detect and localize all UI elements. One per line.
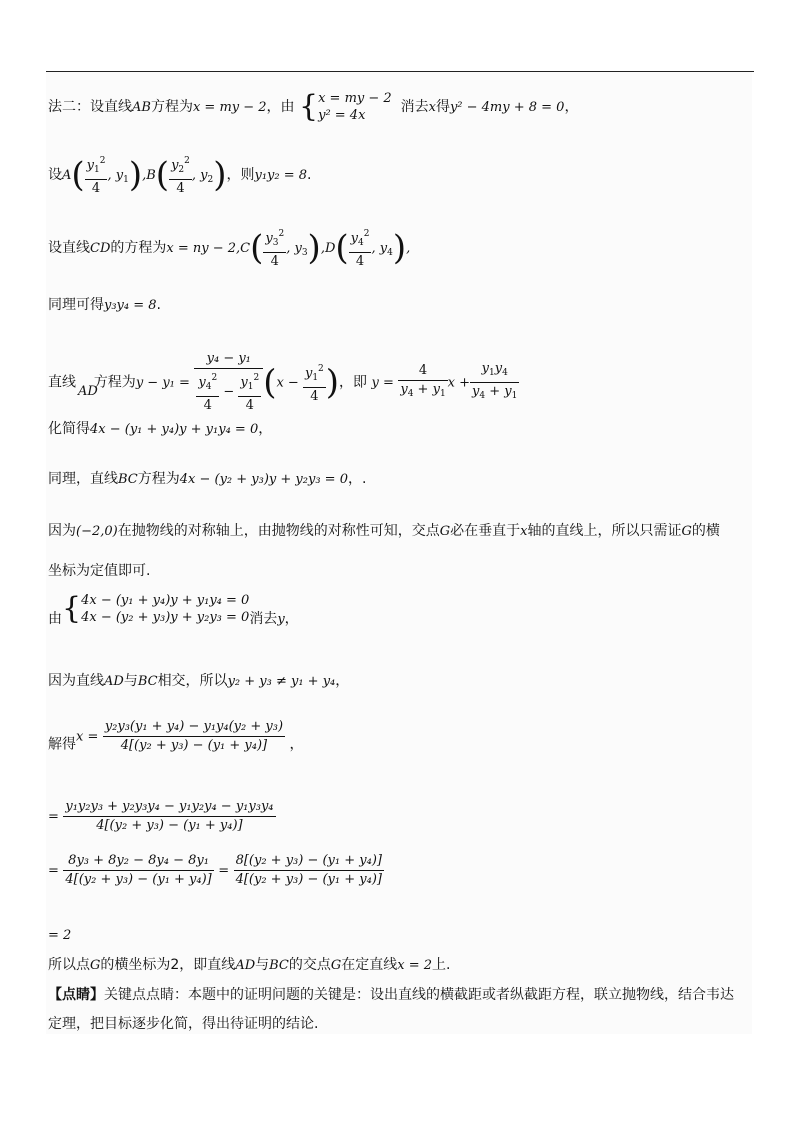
text: 设 [48, 167, 62, 183]
text: ， [289, 736, 304, 753]
equals: = [218, 863, 230, 879]
text: ， [284, 611, 299, 627]
top-rule [46, 71, 754, 72]
fraction-expand: $\frac{\text{y₁y₂y₃ + y₂y₃y₄ − y₁y₂y₄ − y₁y₃y₄}}{\text{4[(y₂ + y₃) − (y₁ + y₄)]}}$ [65, 799, 274, 833]
text: 所以点 [48, 957, 90, 973]
text: . [156, 297, 161, 313]
text: 在抛物线的对称轴上，由抛物线的对称性可知，交点 [117, 523, 440, 539]
line-bc [48, 470, 366, 489]
text: 上. [432, 957, 451, 973]
text: 轴的直线上，所以只需证 [527, 523, 682, 539]
equation-result: = 2 [48, 928, 72, 943]
paren: ) [213, 155, 227, 195]
text: 必在垂直于 [450, 523, 521, 539]
fraction: $\frac{y_3^2}{4}$ [263, 225, 286, 271]
point: (−2,0) [76, 524, 118, 539]
paren: ) [325, 362, 340, 403]
text: 的横 [691, 523, 720, 539]
label-bc: BC [269, 958, 289, 973]
equation-bc: 4x − (y₂ + y₃)y + y₂y₃ = 0 [179, 472, 348, 487]
fraction-slope: y₄ − y₁ $\frac{y_4^2}{4}$ − $\frac{y_1^2}{4}$ [194, 350, 263, 415]
label-ad: AD [104, 674, 124, 689]
paren: ( [250, 228, 264, 268]
text: 消去 [400, 99, 429, 115]
equation-cd: x = ny − 2, [166, 241, 241, 256]
line-result [48, 926, 71, 945]
line-ad: 直线 方程为y − y₁ = y₄ − y₁ $\frac{y_4^2}{4}$ − $\frac{y_1^2}{4}$ (x − $\frac{y_1^2}{4}$ )，即 y = $\frac{4}{y_4 + y_1}$ x + $\frac{y_1y_4}{y_4 + y_1}$ [48, 351, 518, 413]
fraction-sub2: $\frac{\text{8[(y₂ + y₃) − (y₁ + y₄)]}}{\text{4[(y₂ + y₃) − (y₁ + y₄)]}}$ [235, 853, 382, 887]
paren: ( [263, 362, 277, 403]
line-expand [48, 798, 276, 835]
fraction-x: $\frac{\text{y₂y₃(y₁ + y₄) − y₁y₄(y₂ + y₃)}}{\text{4[(y₂ + y₃) − (y₁ + y₄)]}}$ [104, 719, 284, 753]
var-x: x [520, 524, 528, 539]
equation-lhs: y − y₁ = [135, 375, 190, 391]
text: 解得 [48, 736, 76, 753]
text: ，由 [266, 99, 295, 115]
system-brace: { [62, 591, 82, 626]
paren: ( [335, 228, 349, 268]
page-background [46, 72, 752, 1034]
text: 化简得 [48, 421, 90, 437]
comment-line-2 [48, 1015, 318, 1033]
paren: ( [155, 155, 170, 195]
label-bc: BC [118, 472, 138, 487]
label-ad-under [78, 382, 98, 401]
text: 因为直线 [48, 673, 104, 689]
fraction: $\frac{y_2^2}{4}$ [169, 152, 192, 198]
text: 由 [48, 611, 62, 627]
system-row: 4x − (y₁ + y₄)y + y₁y₄ = 0 [81, 593, 250, 608]
text: 直线 [48, 374, 76, 391]
text: 设直线 [48, 240, 90, 256]
text: 因为 [48, 523, 76, 539]
text: 的方程为 [110, 240, 167, 256]
line-system2 [48, 592, 299, 629]
line-conclusion [48, 956, 450, 975]
line-solve [48, 718, 303, 755]
label-g: G [439, 524, 451, 539]
text: 方程为 [150, 99, 193, 115]
label-a: A [62, 168, 72, 183]
text: , [406, 241, 411, 256]
comment-text: 关键点点睛：本题中的证明问题的关键是：设出直线的横截距或者纵截距方程，联立抛物线，结合韦达 [104, 987, 734, 1003]
text: 与 [255, 957, 270, 973]
equation-product: y₃y₄ = 8 [104, 298, 157, 313]
line-simplify [48, 420, 272, 439]
text: 的交点 [288, 957, 331, 973]
text: ， [258, 421, 273, 437]
label-c: C [240, 241, 251, 256]
comment-tag: 【点睛】 [48, 987, 104, 1003]
equals: = [48, 863, 59, 879]
text: 法二：设直线 [48, 99, 132, 115]
inequality: y₂ + y₃ ≠ y₁ + y₄ [227, 674, 336, 689]
line-same [48, 296, 161, 315]
equation-line: x = 2 [397, 958, 433, 973]
label-g: G [90, 958, 101, 973]
label-ad: AD [78, 384, 98, 399]
text: ， [564, 99, 579, 115]
text: 得 [435, 99, 450, 115]
equation-lhs: x = [76, 729, 99, 745]
text: 消去 [249, 611, 278, 627]
line-points-ab: 设A( $\frac{y_1^2}{4}$ , $y_1),B$( $\frac{y_2^2}{4}$ , $y_2$)，则y₁y₂ = 8. [48, 152, 312, 198]
system-brace: { [299, 89, 319, 124]
line-cd: 设直线CD的方程为x = ny − 2,C( $\frac{y_3^2}{4}$ , $y_3),D$( $\frac{y_4^2}{4}$ , $y_4$), [48, 225, 410, 271]
text: ，. [347, 471, 367, 487]
comment-text: 定理，把目标逐步化简，得出待证明的结论. [48, 1016, 319, 1032]
var-y: y [277, 612, 285, 627]
text: ，即 [339, 374, 368, 391]
label-g: G [330, 958, 342, 973]
label-bc: BC [137, 674, 158, 689]
text: . [307, 167, 312, 183]
line-method2 [48, 90, 578, 124]
equation-result: y² − 4my + 8 = 0 [449, 100, 565, 115]
fraction: $\frac{4}{y_4 + y_1}$ [400, 363, 446, 399]
text: 坐标为定值即可. [48, 563, 151, 579]
label-cd: CD [90, 241, 111, 256]
system-row: y² = 4x [318, 108, 366, 123]
paren: ) [307, 228, 321, 268]
line-substitute [48, 852, 384, 889]
text: 与 [123, 673, 138, 689]
system-1 [318, 90, 392, 124]
comment-line-1 [48, 986, 734, 1004]
system-2 [81, 592, 249, 626]
line-intersect [48, 672, 349, 691]
label-b: B [146, 168, 156, 183]
equals: = [48, 809, 59, 825]
system-row: 4x − (y₂ + y₃)y + y₂y₃ = 0 [81, 610, 250, 625]
text: ，则 [226, 167, 255, 183]
label-ad: AD [235, 958, 256, 973]
fraction: $\frac{y_4^2}{4}$ [349, 225, 372, 271]
text: 的横坐标为2，即直线 [100, 957, 236, 973]
paren: ( [71, 155, 85, 195]
fraction: $\frac{y_1^2}{4}$ [303, 360, 326, 406]
text: 方程为 [137, 471, 180, 487]
text: 同理可得 [48, 297, 104, 313]
text: 方程为 [93, 374, 136, 391]
label-g: G [681, 524, 692, 539]
fraction: $\frac{y_1y_4}{y_4 + y_1}$ [472, 361, 518, 401]
fraction-sub: $\frac{\text{8y₃ + 8y₂ − 8y₄ − 8y₁}}{\text{4[(y₂ + y₃) − (y₁ + y₄)]}}$ [65, 853, 212, 887]
paren: ) [128, 155, 143, 195]
system-row: x = my − 2 [318, 91, 392, 106]
paren: ) [392, 228, 407, 268]
equation-product: y₁y₂ = 8 [254, 168, 308, 183]
label-ab: AB [132, 100, 151, 115]
equation-lhs: y = [371, 375, 394, 391]
text: 同理，直线 [48, 471, 118, 487]
text: 在定直线 [341, 957, 398, 973]
equation-ab: x = my − 2 [192, 100, 267, 115]
fraction: $\frac{y_1^2}{4}$ [85, 152, 108, 198]
text: ， [335, 673, 350, 689]
line-symmetry [48, 522, 720, 541]
label-d: D [324, 241, 336, 256]
text: 相交，所以 [157, 673, 228, 689]
equation-ad: 4x − (y₁ + y₄)y + y₁y₄ = 0 [90, 422, 259, 437]
var-x: x [428, 100, 436, 115]
line-fixed [48, 562, 150, 580]
